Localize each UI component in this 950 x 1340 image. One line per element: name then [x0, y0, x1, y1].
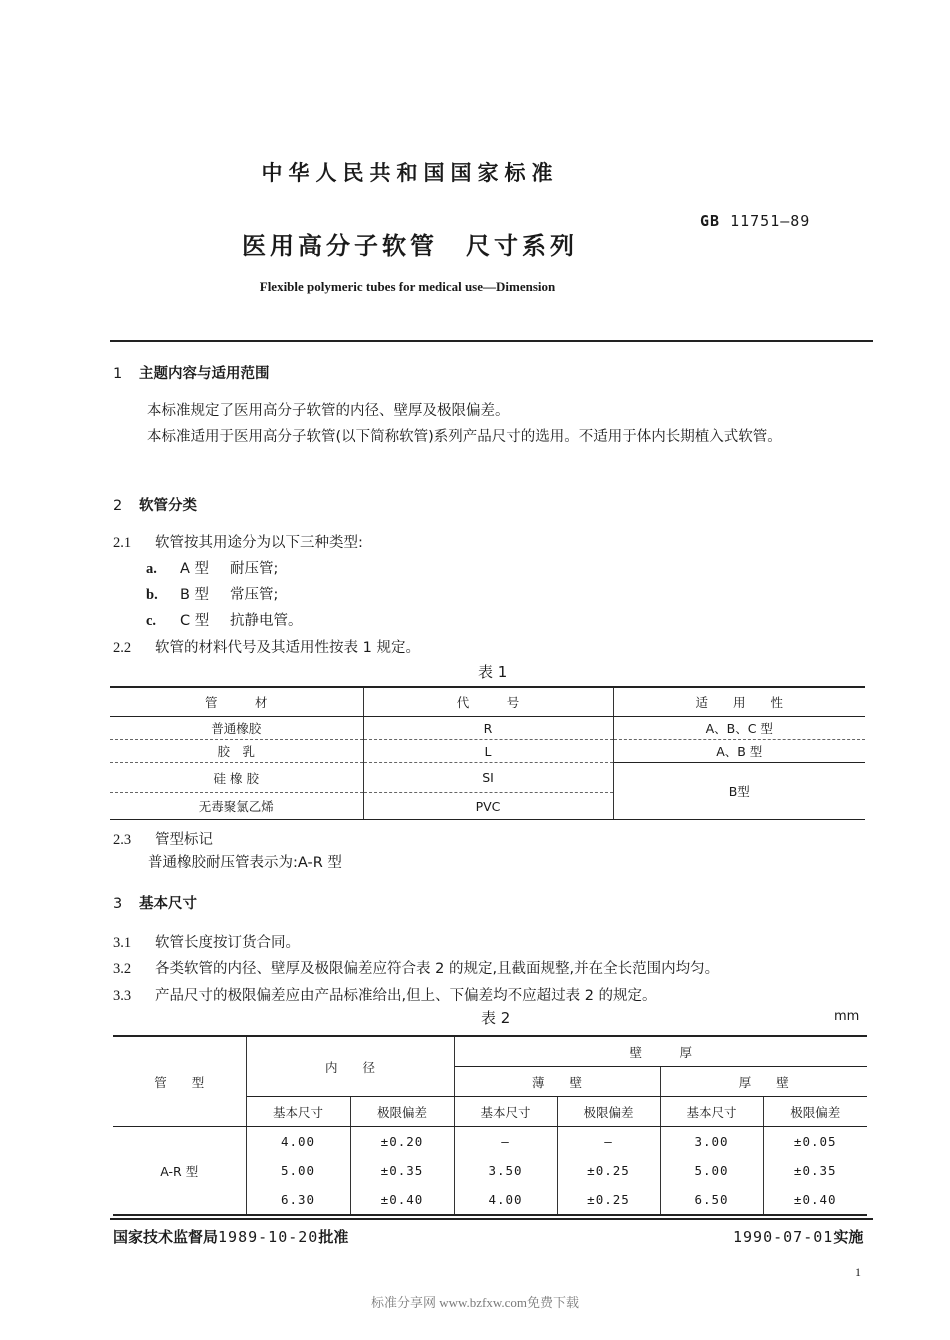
- table-2-caption: 表 2: [481, 1009, 511, 1027]
- list-item-desc: 耐压管;: [230, 561, 279, 577]
- clause-3-2-number: 3.2: [113, 961, 132, 977]
- table-2-cell: 4.00: [454, 1185, 557, 1215]
- section-3-number: 3: [113, 896, 123, 912]
- clause-2-2-number: 2.2: [113, 640, 132, 656]
- table-1-cell-material: 胶 乳: [110, 740, 363, 763]
- approval-line: [113, 1226, 348, 1247]
- clause-3-1-number: 3.1: [113, 935, 132, 951]
- table-row: [110, 717, 865, 740]
- table-2-header-basic-size: 基本尺寸: [454, 1097, 557, 1127]
- table-2-header-deviation: 极限偏差: [350, 1097, 454, 1127]
- table-2-header-basic-size: 基本尺寸: [246, 1097, 350, 1127]
- table-row: [110, 763, 865, 793]
- table-2-cell: ±0.20: [350, 1127, 454, 1157]
- table-2-unit: mm: [834, 1009, 860, 1024]
- approval-date: 1989-10-20: [218, 1228, 319, 1246]
- section-1-paragraph-1: 本标准规定了医用高分子软管的内径、壁厚及极限偏差。: [147, 403, 510, 419]
- table-1-header-material: 管 材: [110, 687, 363, 717]
- table-2-header-wall-thickness: 壁 厚: [454, 1036, 867, 1067]
- table-1: [110, 686, 865, 820]
- section-2-title: 软管分类: [139, 498, 197, 514]
- list-item: [146, 557, 278, 578]
- clause-2-1: [113, 531, 363, 552]
- page-number: 1: [855, 1265, 861, 1279]
- section-3-heading: [113, 892, 197, 913]
- table-row: [110, 740, 865, 763]
- table-1-cell-code: PVC: [363, 793, 613, 820]
- table-2-header-inner-diameter: 内 径: [246, 1036, 454, 1097]
- section-1-number: 1: [113, 366, 123, 382]
- clause-2-3-number: 2.3: [113, 832, 132, 848]
- table-2-cell: ±0.05: [793, 1134, 837, 1149]
- clause-2-3-example: 普通橡胶耐压管表示为:A-R 型: [148, 855, 342, 871]
- table-2-cell: 4.00: [246, 1127, 350, 1157]
- table-2-cell: 3.50: [454, 1156, 557, 1185]
- table-1-cell-use: A、B 型: [613, 740, 865, 763]
- site-watermark: 标准分享网 www.bzfxw.com免费下载: [370, 1295, 580, 1310]
- clause-2-1-text: 软管按其用途分为以下三种类型:: [155, 535, 363, 551]
- table-2-cell: —: [454, 1127, 557, 1157]
- table-1-cell-material: 普通橡胶: [110, 717, 363, 740]
- list-item-label: b.: [146, 587, 158, 603]
- clause-3-2: [113, 957, 719, 978]
- document-title-part1: 医用高分子软管: [242, 232, 438, 260]
- section-1-paragraph-2: 本标准适用于医用高分子软管(以下简称软管)系列产品尺寸的选用。不适用于体内长期植入式软管。: [147, 429, 782, 445]
- table-2-cell: —: [557, 1127, 660, 1157]
- header-rule: [110, 340, 873, 342]
- list-item: [146, 609, 303, 630]
- document-title-part2: 尺寸系列: [466, 232, 578, 260]
- section-2-number: 2: [113, 498, 123, 514]
- list-item-label: a.: [146, 561, 157, 577]
- table-2-header-basic-size: 基本尺寸: [660, 1097, 763, 1127]
- table-2-header-type: 管 型: [113, 1036, 246, 1127]
- table-1-cell-code: L: [363, 740, 613, 763]
- table-1-cell-material: 硅 橡 胶: [110, 763, 363, 793]
- list-item-type: C 型: [180, 613, 210, 629]
- standard-prefix: GB: [700, 212, 721, 230]
- table-1-cell-use-merged: B型: [613, 763, 865, 820]
- document-title: [0, 226, 820, 261]
- table-2-cell: 3.00: [660, 1127, 763, 1157]
- clause-3-1: [113, 931, 300, 952]
- section-2-heading: [113, 494, 197, 515]
- table-1-caption: 表 1: [478, 663, 508, 681]
- table-2-cell: ±0.40: [763, 1185, 867, 1215]
- clause-3-3-text: 产品尺寸的极限偏差应由产品标准给出,但上、下偏差均不应超过表 2 的规定。: [155, 988, 657, 1004]
- list-item-desc: 抗静电管。: [230, 613, 303, 629]
- implementation-date: 1990-07-01: [733, 1228, 834, 1246]
- table-1-cell-code: SI: [363, 763, 613, 793]
- clause-2-1-number: 2.1: [113, 535, 132, 551]
- table-2: [113, 1035, 867, 1216]
- table-2-header-thick-wall: 厚 壁: [660, 1067, 867, 1097]
- section-1-title: 主题内容与适用范围: [139, 366, 270, 382]
- list-item-label: c.: [146, 613, 157, 629]
- clause-2-3-text: 管型标记: [155, 832, 213, 848]
- table-2-cell: 5.00: [246, 1156, 350, 1185]
- table-2-header-deviation: 极限偏差: [763, 1097, 867, 1127]
- table-2-header-thin-wall: 薄 壁: [454, 1067, 660, 1097]
- table-2-cell: 6.50: [660, 1185, 763, 1215]
- implementation-suffix: 实施: [833, 1228, 864, 1246]
- table-1-cell-code: R: [363, 717, 613, 740]
- approval-suffix: 批准: [318, 1228, 349, 1246]
- clause-3-3: [113, 984, 657, 1005]
- table-2-type-label: A-R 型: [113, 1127, 246, 1216]
- clause-2-2: [113, 636, 420, 657]
- table-2-cell: ±0.40: [350, 1185, 454, 1215]
- list-item-desc: 常压管;: [230, 587, 279, 603]
- clause-3-3-number: 3.3: [113, 988, 132, 1004]
- table-2-header-deviation: 极限偏差: [557, 1097, 660, 1127]
- implementation-line: [733, 1226, 863, 1247]
- table-2-cell: ±0.25: [557, 1156, 660, 1185]
- clause-2-2-text: 软管的材料代号及其适用性按表 1 规定。: [155, 640, 420, 656]
- clause-3-2-text: 各类软管的内径、壁厚及极限偏差应符合表 2 的规定,且截面规整,并在全长范围内均匀。: [155, 961, 720, 977]
- english-title: Flexible polymeric tubes for medical use—Dimension: [259, 279, 556, 294]
- table-2-cell: ±0.35: [793, 1163, 837, 1178]
- table-2-cell: ±0.25: [557, 1185, 660, 1215]
- national-standard-title: 中华人民共和国国家标准: [261, 161, 559, 185]
- clause-3-1-text: 软管长度按订货合同。: [155, 935, 300, 951]
- table-2-cell: 6.30: [246, 1185, 350, 1215]
- standard-code: 11751—89: [730, 212, 811, 230]
- section-3-title: 基本尺寸: [139, 896, 197, 912]
- list-item-type: B 型: [180, 587, 210, 603]
- table-2-cell: ±0.35: [350, 1156, 454, 1185]
- table-row: [113, 1127, 867, 1157]
- table-1-header-code: 代 号: [363, 687, 613, 717]
- table-2-cell: 5.00: [660, 1156, 763, 1185]
- section-1-heading: [113, 362, 270, 383]
- footer-rule: [110, 1218, 873, 1220]
- list-item-type: A 型: [180, 561, 210, 577]
- table-1-cell-material: 无毒聚氯乙烯: [110, 793, 363, 820]
- clause-2-3: [113, 828, 213, 849]
- table-1-cell-use: A、B、C 型: [613, 717, 865, 740]
- table-1-header-use: 适 用 性: [613, 687, 865, 717]
- approval-authority: 国家技术监督局: [113, 1228, 219, 1246]
- list-item: [146, 583, 278, 604]
